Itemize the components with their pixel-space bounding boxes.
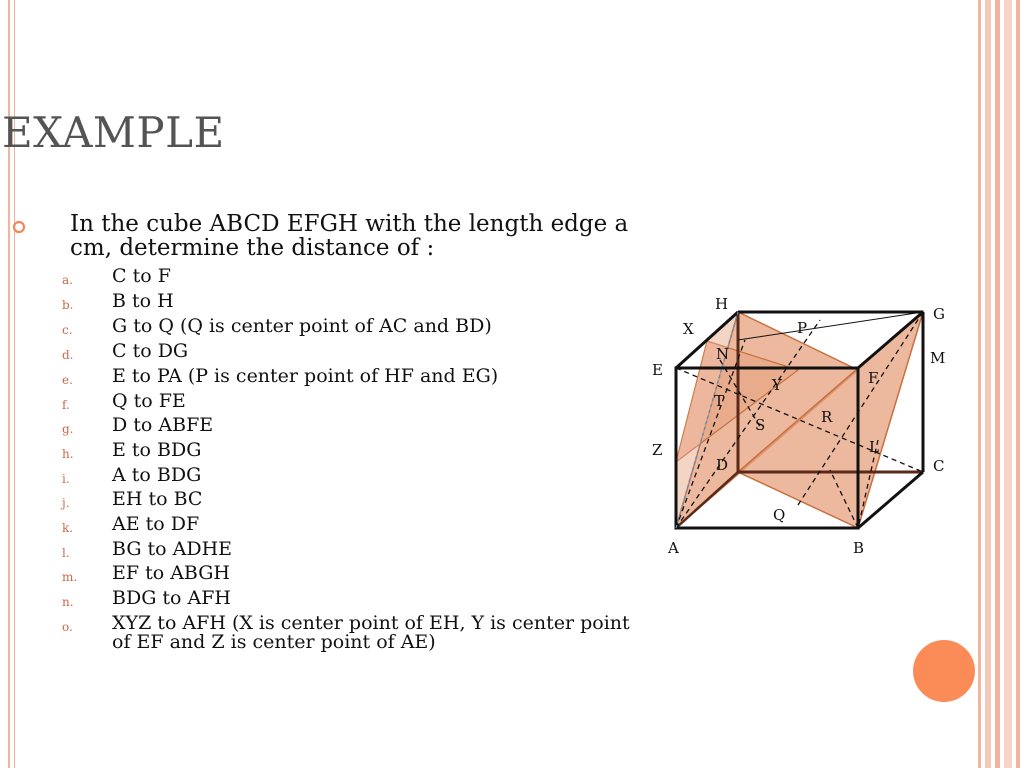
- list-marker: e.: [62, 373, 73, 387]
- label-p: P: [797, 319, 808, 337]
- list-item-text: A to BDG: [112, 464, 202, 486]
- right-stripe-5: [1016, 0, 1020, 768]
- list-item-text: G to Q (Q is center point of AC and BD): [112, 315, 492, 337]
- problem-statement: In the cube ABCD EFGH with the length edge a cm, determine the distance of :: [70, 211, 629, 261]
- label-m: M: [930, 349, 946, 367]
- list-marker: i.: [62, 472, 70, 486]
- label-f: F: [868, 369, 879, 387]
- list-item-text: AE to DF: [112, 513, 200, 535]
- label-x: X: [683, 320, 694, 338]
- right-stripe-4: [1004, 0, 1012, 768]
- slide-title: EXAMPLE: [2, 108, 225, 157]
- list-item-text: BDG to AFH: [112, 587, 232, 609]
- label-q: Q: [773, 506, 786, 524]
- list-item-text: BG to ADHE: [112, 538, 233, 560]
- list-marker: c.: [62, 323, 73, 337]
- decorative-circle: [913, 640, 975, 702]
- label-r: R: [821, 408, 833, 426]
- list-item-text: C to DG: [112, 340, 189, 362]
- list-marker: l.: [62, 546, 70, 560]
- list-marker: k.: [62, 521, 74, 535]
- list-item-text: C to F: [112, 265, 171, 287]
- list-item-text: E to BDG: [112, 439, 202, 461]
- list-marker: h.: [62, 447, 74, 461]
- list-marker: a.: [62, 273, 73, 287]
- list-item-text: EF to ABGH: [112, 562, 230, 584]
- right-stripe-2: [985, 0, 991, 768]
- label-l: L: [869, 438, 879, 456]
- label-e: E: [652, 361, 663, 379]
- label-h: H: [715, 295, 729, 313]
- list-marker: o.: [62, 620, 73, 634]
- cube-diagram: [640, 288, 970, 568]
- list-item-text: XYZ to AFH (X is center point of EH, Y is center point of EF and Z is center point of AE): [112, 612, 630, 653]
- label-z: Z: [652, 441, 663, 459]
- list-marker: g.: [62, 422, 74, 436]
- list-item-text: D to ABFE: [112, 414, 214, 436]
- list-marker: n.: [62, 595, 74, 609]
- right-stripe-3: [995, 0, 1000, 768]
- list-item-text: E to PA (P is center point of HF and EG): [112, 365, 499, 387]
- list-marker: d.: [62, 348, 74, 362]
- list-marker: j.: [62, 496, 70, 510]
- list-item-text: B to H: [112, 290, 174, 312]
- label-a: A: [668, 539, 679, 557]
- label-t: T: [714, 392, 725, 410]
- list-marker: m.: [62, 570, 78, 584]
- label-d: D: [716, 456, 729, 474]
- label-b: B: [853, 539, 865, 557]
- right-stripe-1: [978, 0, 981, 768]
- label-n: N: [716, 345, 730, 363]
- bullet-circle-icon: [12, 220, 26, 234]
- label-y: Y: [772, 376, 782, 394]
- label-c: C: [933, 457, 945, 475]
- list-item-text: Q to FE: [112, 390, 186, 412]
- label-s: S: [755, 416, 766, 434]
- label-g: G: [933, 305, 945, 323]
- list-marker: f.: [62, 398, 70, 412]
- list-item-text: EH to BC: [112, 488, 203, 510]
- list-marker: b.: [62, 298, 74, 312]
